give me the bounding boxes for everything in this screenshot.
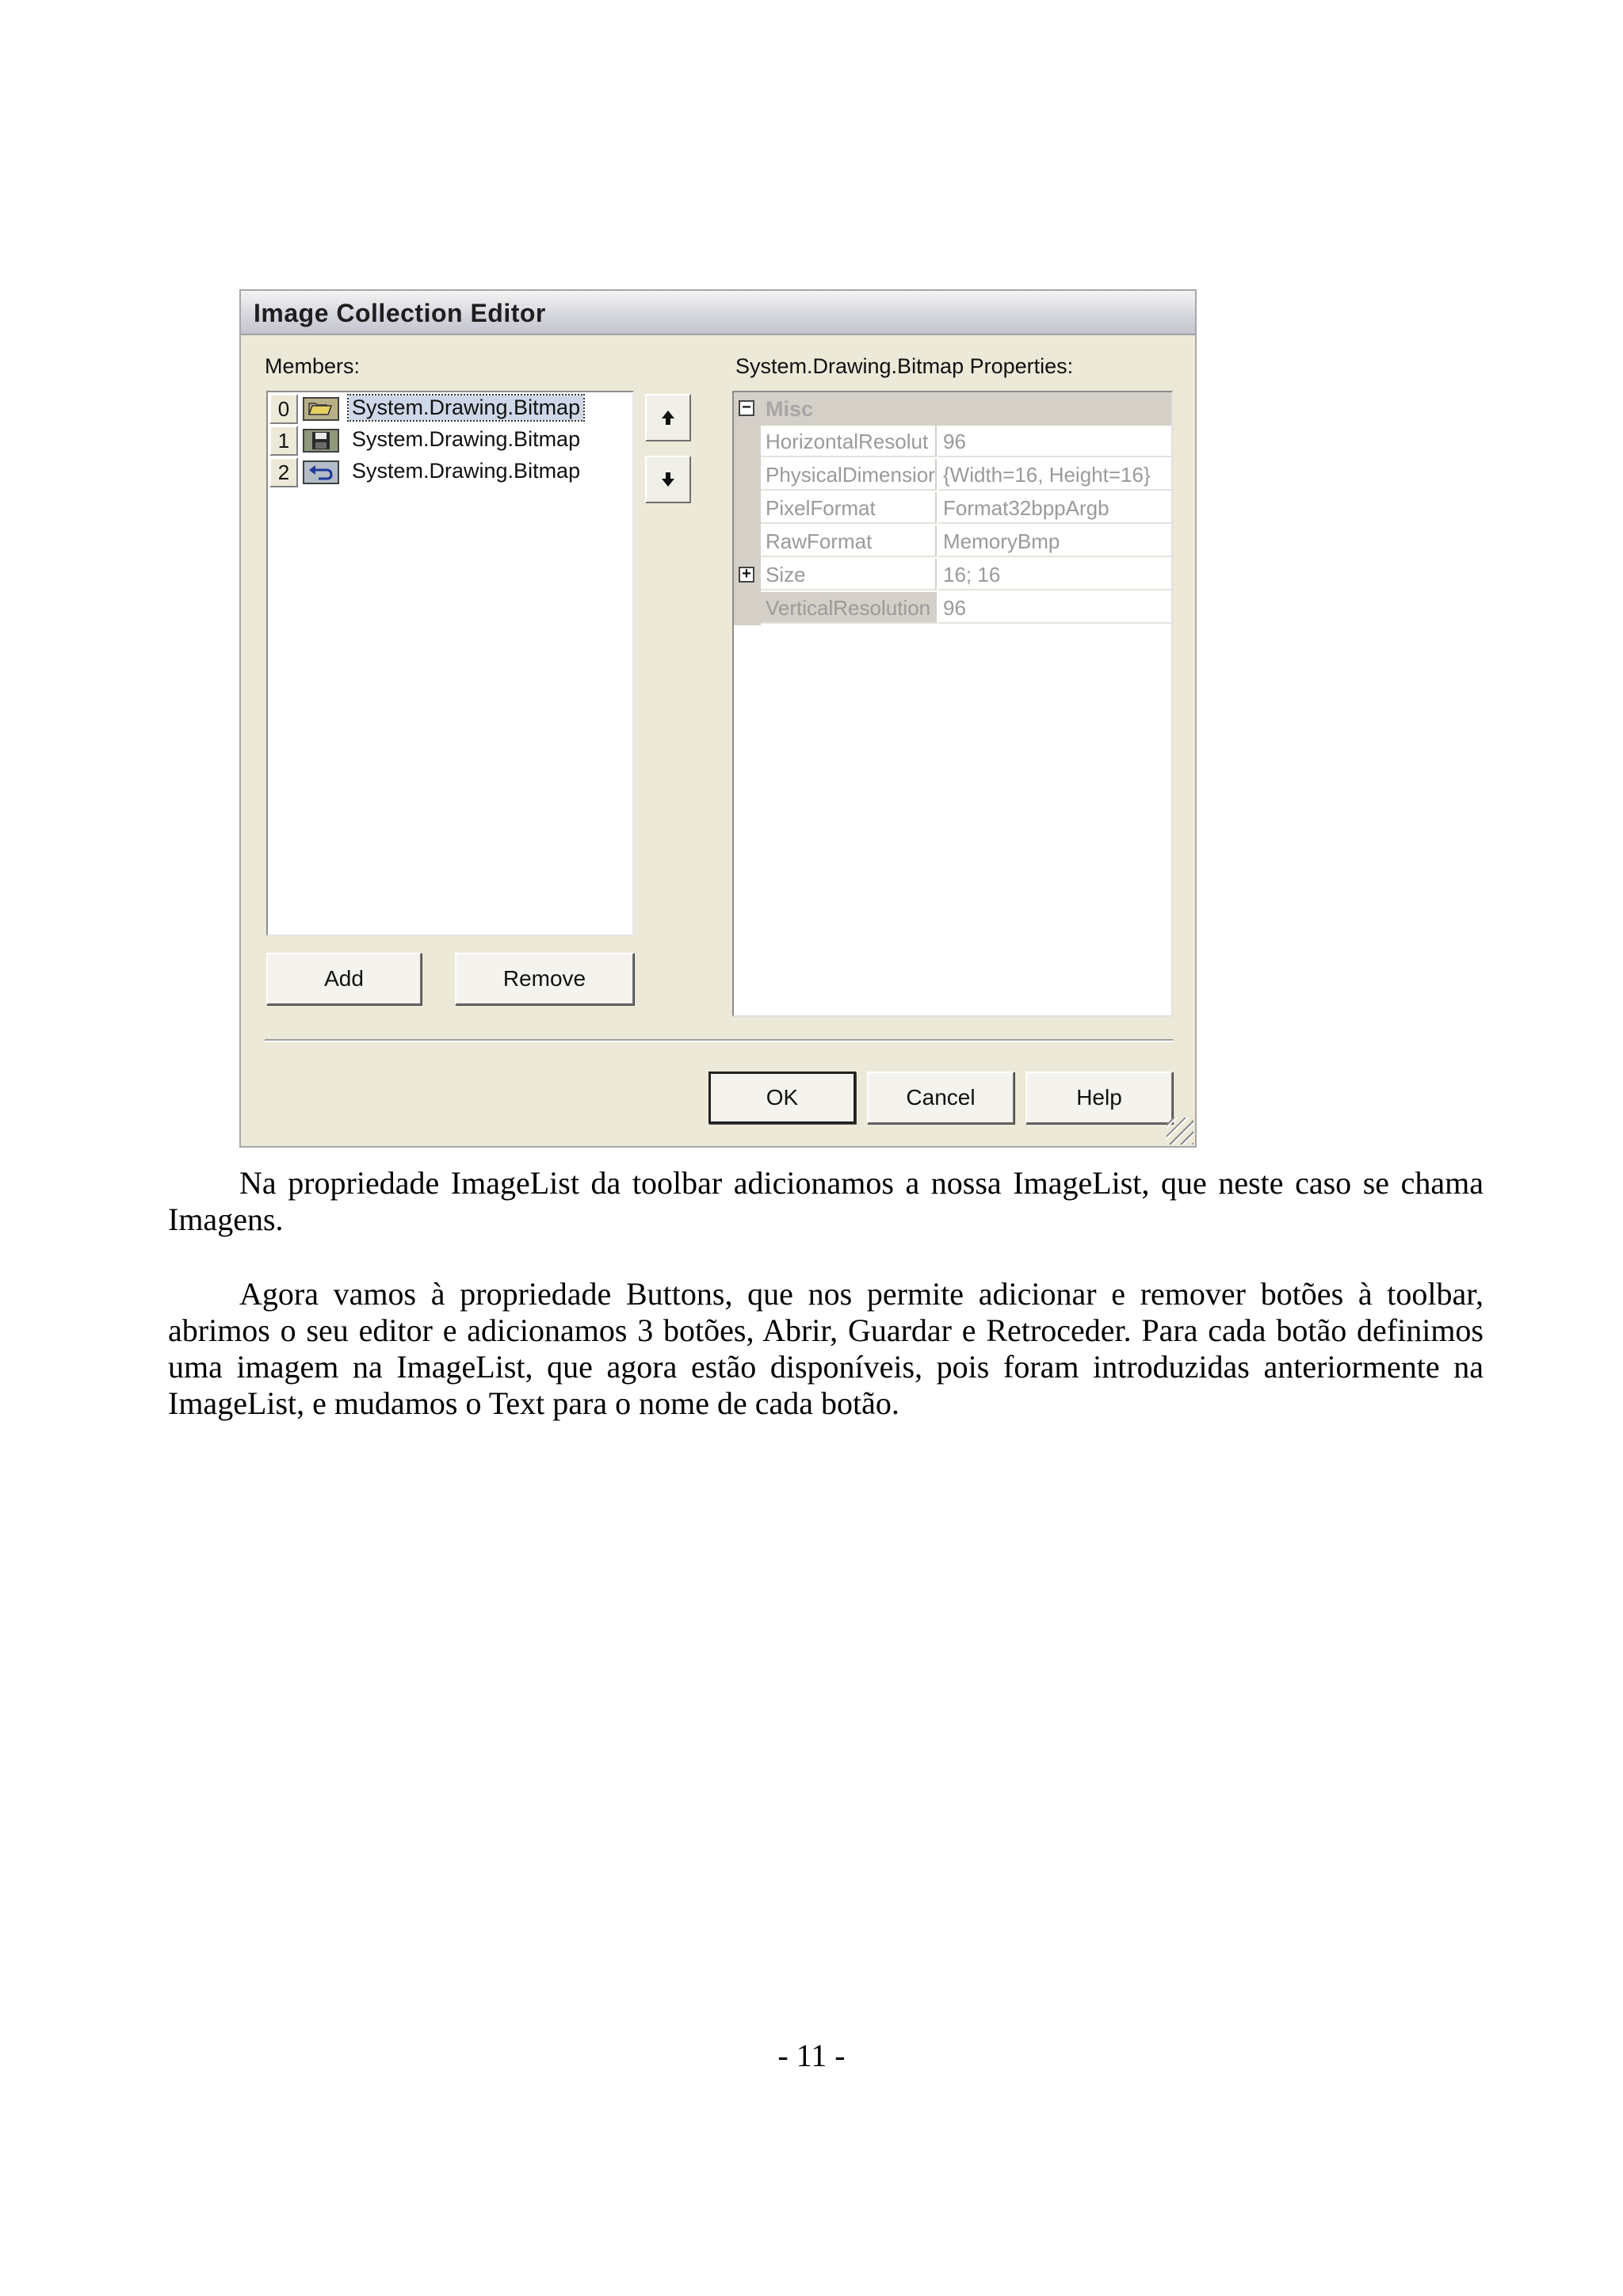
paragraph-buttons: Agora vamos à propriedade Buttons, que nos permite adicionar e remover botões à toolbar, abrimos o seu editor e adicionamos 3 botões, Abrir, Guardar e Retroceder. Para cada botão definimos uma imagem na ImageList, que agora estão disponíveis, pois foram introduzidas anteriormente na ImageList, e mudamos o Text para o nome de cada botão.	[168, 1276, 1484, 1421]
property-name: Size	[761, 559, 937, 590]
property-value[interactable]: 16; 16	[938, 559, 1171, 590]
member-name: System.Drawing.Bitmap	[349, 395, 583, 420]
property-value[interactable]: 96	[938, 592, 1171, 624]
property-value[interactable]: {Width=16, Height=16}	[938, 459, 1171, 491]
property-gutter	[734, 592, 761, 625]
floppy-save-icon	[303, 429, 339, 453]
members-list[interactable]	[266, 391, 634, 936]
property-value[interactable]: Format32bppArgb	[938, 492, 1171, 524]
property-row[interactable]	[734, 559, 1171, 592]
member-index: 0	[269, 394, 298, 424]
undo-arrow-icon	[303, 460, 339, 484]
property-gutter	[734, 525, 761, 559]
open-folder-icon	[303, 397, 339, 421]
property-row[interactable]	[734, 592, 1171, 625]
member-index: 1	[269, 426, 298, 456]
property-name: PixelFormat	[761, 492, 937, 524]
category-row	[734, 392, 1171, 426]
dialog-titlebar[interactable]	[241, 291, 1195, 335]
paragraph-imagelist: Na propriedade ImageList da toolbar adicionamos a nossa ImageList, que neste caso se chama Imagens.	[168, 1165, 1484, 1237]
property-row[interactable]	[734, 492, 1171, 525]
move-down-button[interactable]	[645, 456, 691, 503]
property-name: PhysicalDimensior	[761, 459, 937, 491]
property-grid[interactable]	[732, 391, 1173, 1017]
members-label: Members:	[265, 354, 361, 378]
member-item-1[interactable]	[268, 426, 631, 456]
expand-icon[interactable]: +	[739, 567, 754, 583]
member-name: System.Drawing.Bitmap	[352, 427, 581, 451]
property-name: VerticalResolution	[761, 592, 937, 624]
property-category-misc[interactable]	[734, 392, 1171, 426]
property-row[interactable]	[734, 459, 1171, 492]
member-item-0[interactable]	[268, 394, 631, 424]
property-row[interactable]	[734, 426, 1171, 459]
add-button[interactable]: Add	[266, 953, 422, 1005]
help-button[interactable]: Help	[1025, 1072, 1173, 1124]
property-row[interactable]	[734, 525, 1171, 559]
category-name: Misc	[766, 397, 814, 421]
property-gutter	[734, 492, 761, 525]
property-value[interactable]: MemoryBmp	[938, 525, 1171, 557]
move-up-button[interactable]	[645, 394, 691, 441]
member-index: 2	[269, 457, 298, 487]
resize-grip-icon[interactable]	[1167, 1117, 1193, 1144]
property-gutter	[734, 426, 761, 459]
cancel-button[interactable]: Cancel	[867, 1072, 1014, 1124]
member-item-2[interactable]	[268, 457, 631, 487]
ok-button[interactable]: OK	[708, 1072, 856, 1124]
property-gutter	[734, 559, 761, 592]
image-collection-editor-dialog	[239, 289, 1197, 1148]
arrow-down-icon	[659, 470, 678, 489]
property-name: HorizontalResolut	[761, 426, 937, 457]
property-value[interactable]: 96	[938, 426, 1171, 457]
member-name: System.Drawing.Bitmap	[352, 459, 581, 483]
arrow-up-icon	[659, 408, 678, 427]
remove-button[interactable]: Remove	[455, 953, 634, 1005]
property-name: RawFormat	[761, 525, 937, 557]
dialog-title: Image Collection Editor	[254, 299, 546, 327]
page-number: - 11 -	[777, 2038, 846, 2073]
properties-label: System.Drawing.Bitmap Properties:	[735, 354, 1074, 378]
dialog-separator	[265, 1039, 1173, 1042]
property-gutter	[734, 459, 761, 492]
collapse-icon[interactable]: −	[739, 400, 754, 416]
